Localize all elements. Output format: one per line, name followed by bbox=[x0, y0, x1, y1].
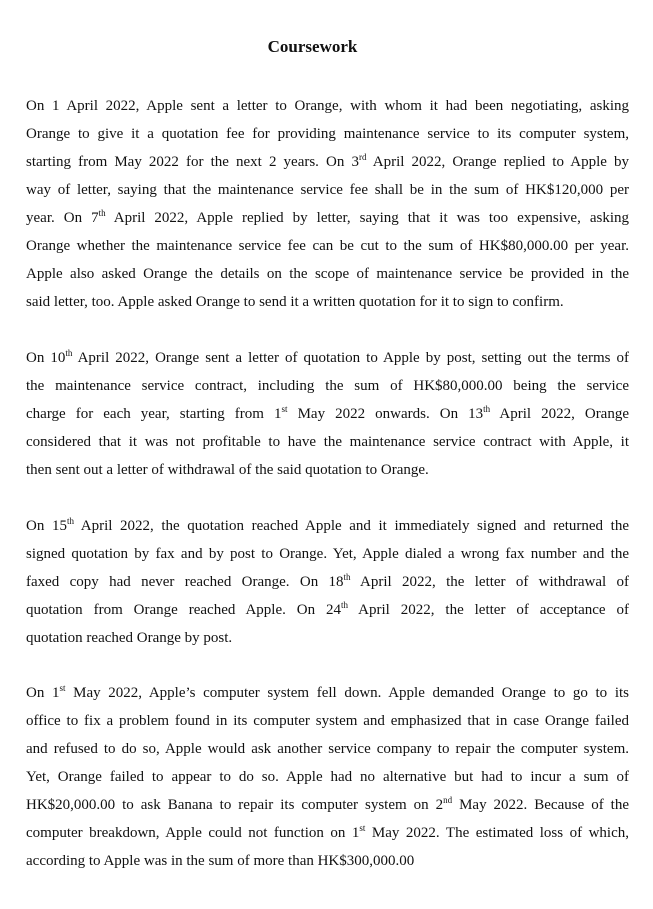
ordinal-suffix: st bbox=[59, 683, 66, 693]
text-line bbox=[26, 260, 629, 288]
text-line bbox=[26, 596, 629, 624]
text-segment: April 2022, Orange bbox=[490, 406, 630, 422]
text-segment: May 2022 onwards. On 13 bbox=[287, 406, 484, 422]
text-segment: office to fix a problem found in its computer system and emphasized that in case Orange failed bbox=[26, 713, 629, 729]
document-title: Coursework bbox=[267, 37, 358, 56]
text-segment: Orange whether the maintenance service fee can be cut to the sum of HK$80,000.00 per year. bbox=[26, 238, 629, 254]
text-segment: Orange to give it a quotation fee for providing maintenance service to its computer system, bbox=[26, 126, 629, 142]
text-line bbox=[26, 204, 629, 232]
text-segment: computer breakdown, Apple could not function on 1 bbox=[26, 825, 360, 841]
text-line bbox=[26, 707, 629, 735]
text-segment: April 2022, Apple replied by letter, saying that it was too expensive, asking bbox=[105, 210, 629, 226]
text-segment: On 1 bbox=[26, 685, 60, 701]
text-segment: May 2022, Apple’s computer system fell down. Apple demanded Orange to go to its bbox=[65, 685, 629, 701]
text-line bbox=[26, 372, 629, 400]
text-segment: April 2022, the letter of acceptance of bbox=[348, 602, 629, 618]
ordinal-suffix: th bbox=[98, 208, 106, 218]
text-segment: April 2022, the quotation reached Apple and it immediately signed and returned the bbox=[73, 518, 629, 534]
paragraph-3 bbox=[26, 512, 629, 652]
ordinal-suffix: st bbox=[359, 823, 366, 833]
text-segment: On 15 bbox=[26, 518, 67, 534]
text-segment: starting from May 2022 for the next 2 years. On 3 bbox=[26, 154, 359, 170]
text-line bbox=[26, 120, 629, 148]
text-segment: charge for each year, starting from 1 bbox=[26, 406, 282, 422]
text-segment: said letter, too. Apple asked Orange to send it a written quotation for it to sign to confirm. bbox=[26, 294, 564, 310]
text-segment: the maintenance service contract, including the sum of HK$80,000.00 being the service bbox=[26, 378, 629, 394]
ordinal-suffix: st bbox=[281, 404, 288, 414]
ordinal-suffix: nd bbox=[443, 795, 453, 805]
text-line bbox=[26, 400, 629, 428]
ordinal-suffix: th bbox=[65, 348, 73, 358]
text-line bbox=[26, 679, 629, 707]
text-line bbox=[26, 512, 629, 540]
text-segment: year. On 7 bbox=[26, 210, 99, 226]
text-segment: considered that it was not profitable to have the maintenance service contract with Apple, it bbox=[26, 434, 629, 450]
text-segment: On 1 April 2022, Apple sent a letter to Orange, with whom it had been negotiating, asking bbox=[26, 98, 629, 114]
text-line bbox=[26, 819, 629, 847]
text-line bbox=[26, 624, 629, 652]
text-segment: On 10 bbox=[26, 350, 66, 366]
text-segment: according to Apple was in the sum of more than HK$300,000.00 bbox=[26, 853, 415, 869]
text-segment: then sent out a letter of withdrawal of the said quotation to Orange. bbox=[26, 462, 429, 478]
text-segment: April 2022, Orange replied to Apple by bbox=[366, 154, 629, 170]
text-segment: May 2022. Because of the bbox=[452, 797, 629, 813]
text-segment: Yet, Orange failed to appear to do so. Apple had no alternative but had to incur a sum of bbox=[26, 769, 629, 785]
ordinal-suffix: rd bbox=[358, 152, 367, 162]
text-line bbox=[26, 344, 629, 372]
text-segment: way of letter, saying that the maintenance service fee shall be in the sum of HK$120,000 per bbox=[26, 182, 629, 198]
paragraph-4 bbox=[26, 679, 629, 875]
text-line bbox=[26, 288, 629, 316]
text-segment: quotation from Orange reached Apple. On 24 bbox=[26, 602, 342, 618]
text-line bbox=[26, 847, 629, 875]
ordinal-suffix: th bbox=[341, 600, 349, 610]
text-line bbox=[26, 791, 629, 819]
text-segment: April 2022, the letter of withdrawal of bbox=[350, 574, 629, 590]
text-segment: April 2022, Orange sent a letter of quotation to Apple by post, setting out the terms of bbox=[72, 350, 629, 366]
text-line bbox=[26, 92, 629, 120]
text-segment: HK$20,000.00 to ask Banana to repair its computer system on 2 bbox=[26, 797, 444, 813]
text-segment: and refused to do so, Apple would ask another service company to repair the computer system. bbox=[26, 741, 629, 757]
paragraph-1 bbox=[26, 92, 629, 316]
text-line bbox=[26, 456, 629, 484]
ordinal-suffix: th bbox=[343, 572, 351, 582]
text-line bbox=[26, 568, 629, 596]
text-line bbox=[26, 176, 629, 204]
text-segment: May 2022. The estimated loss of which, bbox=[365, 825, 629, 841]
ordinal-suffix: th bbox=[483, 404, 491, 414]
text-line bbox=[26, 763, 629, 791]
text-segment: signed quotation by fax and by post to Orange. Yet, Apple dialed a wrong fax number and the bbox=[26, 546, 629, 562]
ordinal-suffix: th bbox=[66, 516, 74, 526]
text-line bbox=[26, 735, 629, 763]
text-line bbox=[26, 232, 629, 260]
text-line bbox=[26, 540, 629, 568]
text-line bbox=[26, 428, 629, 456]
text-segment: faxed copy had never reached Orange. On 18 bbox=[26, 574, 344, 590]
text-segment: quotation reached Orange by post. bbox=[26, 630, 233, 646]
paragraph-2 bbox=[26, 344, 629, 484]
text-segment: Apple also asked Orange the details on the scope of maintenance service be provided in the bbox=[26, 266, 629, 282]
text-line bbox=[26, 148, 629, 176]
